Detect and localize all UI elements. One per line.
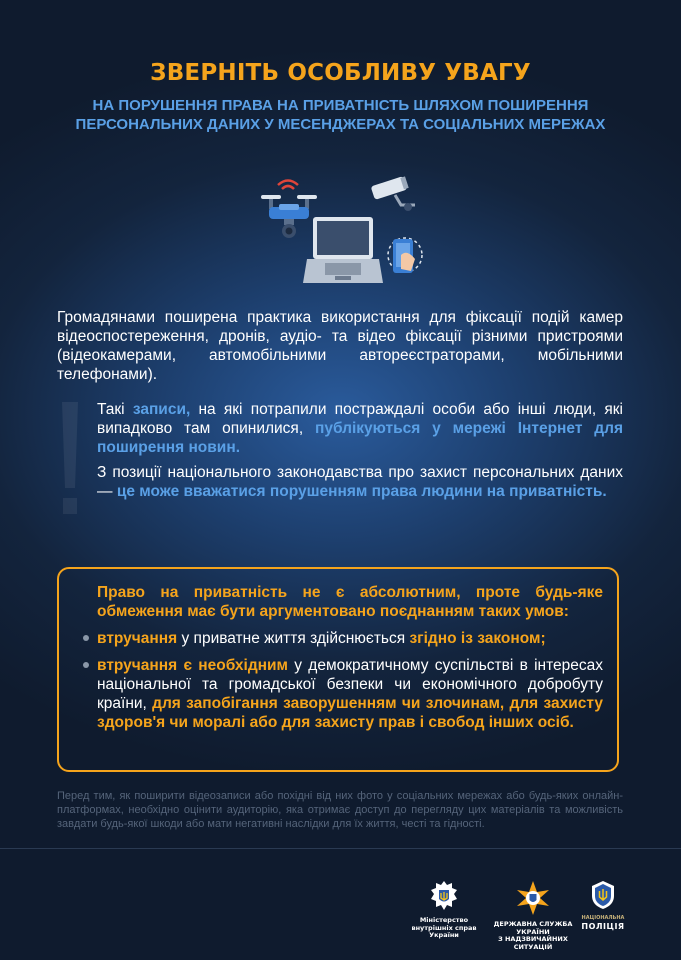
- police-caption-big: ПОЛІЦІЯ: [581, 921, 625, 931]
- condition-keyword: для запобігання заворушенням чи злочинам, для захисту здоров'я чи моралі або для захисту прав і свобод інших осіб.: [97, 695, 603, 731]
- laptop-icon: [303, 217, 383, 283]
- page-title: ЗВЕРНІТЬ ОСОБЛИВУ УВАГУ: [150, 60, 531, 86]
- highlight-records: записи,: [132, 401, 191, 418]
- ministry-caption: Міністерство внутрішніх справ України: [411, 916, 477, 939]
- condition-keyword: втручання є необхідним: [97, 657, 289, 674]
- condition-item: [97, 656, 603, 732]
- page-subtitle: [60, 96, 621, 134]
- footnote: Перед тим, як поширити відеозаписи або похідні від них фото у соціальних мережах або будь-яких онлайн-платформах, необхідно оцінити аудиторію, яка отримає доступ до перегляду цих матеріалів та можливість завдати будь-якої шкоди або мати негативні наслідки для їх життя, честі та гідності.: [57, 790, 623, 830]
- records-paragraph: [97, 400, 623, 457]
- text-span: Такі: [97, 401, 133, 418]
- text-span: у приватне життя здійснюється: [177, 630, 410, 647]
- text-span: у демократичному суспільстві в інтересах національної та громадської безпеки чи економічного добробуту країни,: [97, 657, 603, 712]
- police-emblem-icon: [590, 880, 616, 910]
- ministry-logo: [398, 880, 490, 940]
- conditions-box: [57, 567, 619, 772]
- smartphone-icon: [388, 238, 422, 273]
- emergency-emblem-icon: [514, 880, 552, 916]
- bullet-icon: [83, 662, 89, 668]
- police-logo: [576, 880, 630, 930]
- illustration: [255, 175, 430, 290]
- emergency-service-logo: [484, 880, 582, 951]
- drone-icon: [261, 181, 317, 239]
- text-span: З позиції національного законодавства про захист персональних даних —: [97, 464, 623, 500]
- condition-item: [97, 629, 603, 648]
- bullet-icon: [83, 635, 89, 641]
- law-paragraph: [97, 463, 623, 501]
- highlight-violation: це може вважатися порушенням права людини на приватність.: [116, 483, 607, 500]
- text-span: на які потрапили постраждалі особи або інші люди, які випадково там опинилися,: [97, 401, 623, 437]
- subtitle-line: ПЕРСОНАЛЬНИХ ДАНИХ У МЕСЕНДЖЕРАХ ТА СОЦІАЛЬНИХ МЕРЕЖАХ: [75, 116, 606, 133]
- intro-paragraph: Громадянами поширена практика використання для фіксації подій камер відеоспостереження, дронів, аудіо- та відео фіксації різними пристроями (відеокамерами, автомобільними автореєстраторами, мобільними телефонами).: [57, 309, 623, 383]
- condition-keyword: втручання: [97, 630, 178, 647]
- box-intro: Право на приватність не є абсолютним, проте будь-яке обмеження має бути аргументовано поєднанням таких умов:: [97, 584, 603, 620]
- security-camera-icon: [371, 176, 415, 211]
- highlight-published: публікуються у мережі Інтернет для поширення новин.: [97, 420, 623, 456]
- police-caption-small: НАЦІОНАЛЬНА: [581, 915, 625, 921]
- exclamation-icon: [57, 400, 83, 518]
- condition-keyword: згідно із законом;: [409, 630, 546, 647]
- subtitle-line: НА ПОРУШЕННЯ ПРАВА НА ПРИВАТНІСТЬ ШЛЯХОМ ПОШИРЕННЯ: [92, 97, 589, 114]
- ministry-emblem-icon: [429, 880, 459, 912]
- emergency-caption: ДЕРЖАВНА СЛУЖБА УКРАЇНИ З НАДЗВИЧАЙНИХ СИТУАЦІЙ: [493, 920, 573, 951]
- divider: [0, 848, 681, 849]
